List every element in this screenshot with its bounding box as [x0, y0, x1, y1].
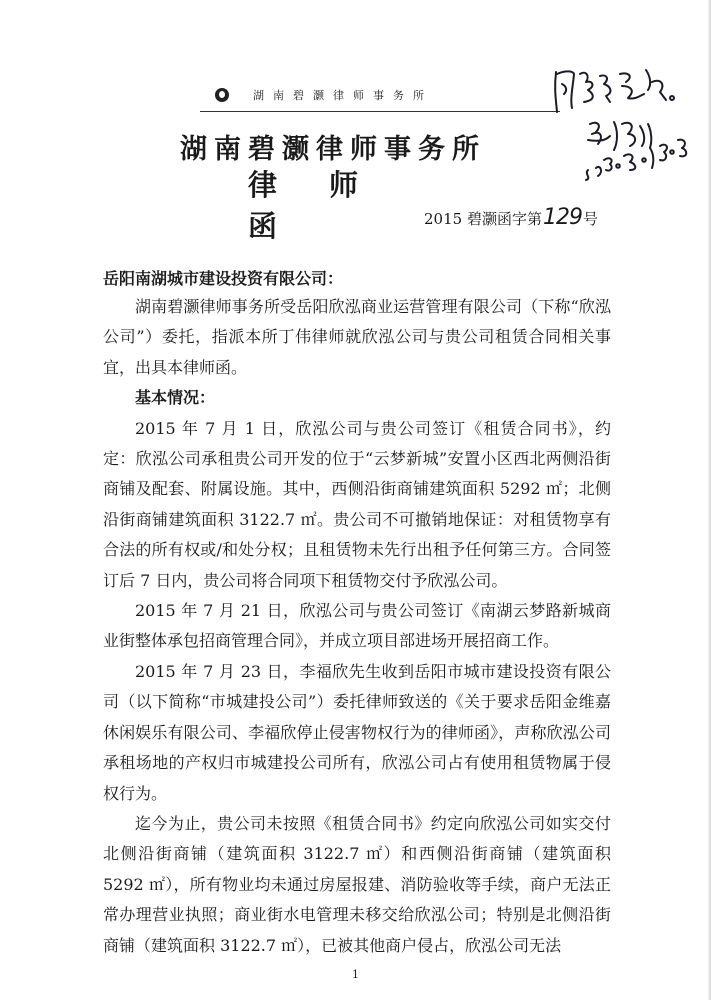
handwritten-approval-signature [548, 60, 708, 200]
paragraph: 2015 年 7 月 21 日，欣泓公司与贵公司签订《南湖云梦路新城商业街整体承包招商管理合同》，并成立项目部进场开展招商工作。 [103, 601, 611, 651]
paragraph: 湖南碧灏律师事务所受岳阳欣泓商业运营管理有限公司（下称“欣泓公司”）委托，指派本所丁伟律师就欣泓公司与贵公司租赁合同相关事宜，出具本律师函。 [103, 297, 611, 377]
document-type-title: 律师函 [248, 168, 411, 243]
reference-number [424, 205, 598, 230]
paragraph: 2015 年 7 月 23 日，李福欣先生收到岳阳市城市建设投资有限公司（以下简称“市城建投公司”）委托律师致送的《关于要求岳阳金维嘉休闲娱乐有限公司、李福欣停止侵害物权行为的律师函》，声称欣泓公司承租场地的产权归市城建投公司所有，欣泓公司占有使用租赁物属于侵权行为。 [103, 661, 611, 803]
reference-suffix: 号 [582, 210, 598, 228]
handwritten-reference-number: 129 [542, 205, 582, 230]
paragraph: 迄今为止，贵公司未按照《租赁合同书》约定向欣泓公司如实交付北侧沿街商铺（建筑面积 3122.7 ㎡）和西侧沿街商铺（建筑面积 5292 ㎡），所有物业均未通过房屋报建、消防验收等手续，商户无法正常办理营业执照；商业街水电管理未移交给欣泓公司；特别是北侧沿街商铺（建筑面积 3122.7 ㎡），已被其他商户侵占，欣泓公司无法 [103, 813, 611, 955]
section-heading: 基本情况： [135, 388, 216, 408]
reference-prefix: 2015 碧灏函字第 [424, 210, 542, 228]
page-number: 1 [352, 968, 359, 981]
paragraph: 2015 年 7 月 1 日，欣泓公司与贵公司签订《租赁合同书》，约定：欣泓公司承租贵公司开发的位于“云梦新城”安置小区西北两侧沿街商铺及配套、附属设施。其中，西侧沿街商铺建筑面积 5292 ㎡；北侧沿街商铺建筑面积 3122.7 ㎡。贵公司不可撤销地保证：对租赁物享有合法的所有权或/和处分权；且租赁物未先行出租予任何第三方。合同签订后 7 日内，贵公司将合同项下租赁物交付予欣泓公司。 [103, 418, 611, 590]
letterhead-text: 湖南碧灏律师事务所 [253, 89, 433, 102]
letter-body [103, 292, 611, 961]
recipient: 岳阳南湖城市建设投资有限公司： [103, 269, 344, 288]
firm-title: 湖南碧灏律师事务所 [180, 134, 486, 165]
letterhead-rule [200, 111, 560, 112]
firm-logo-icon [215, 88, 229, 102]
